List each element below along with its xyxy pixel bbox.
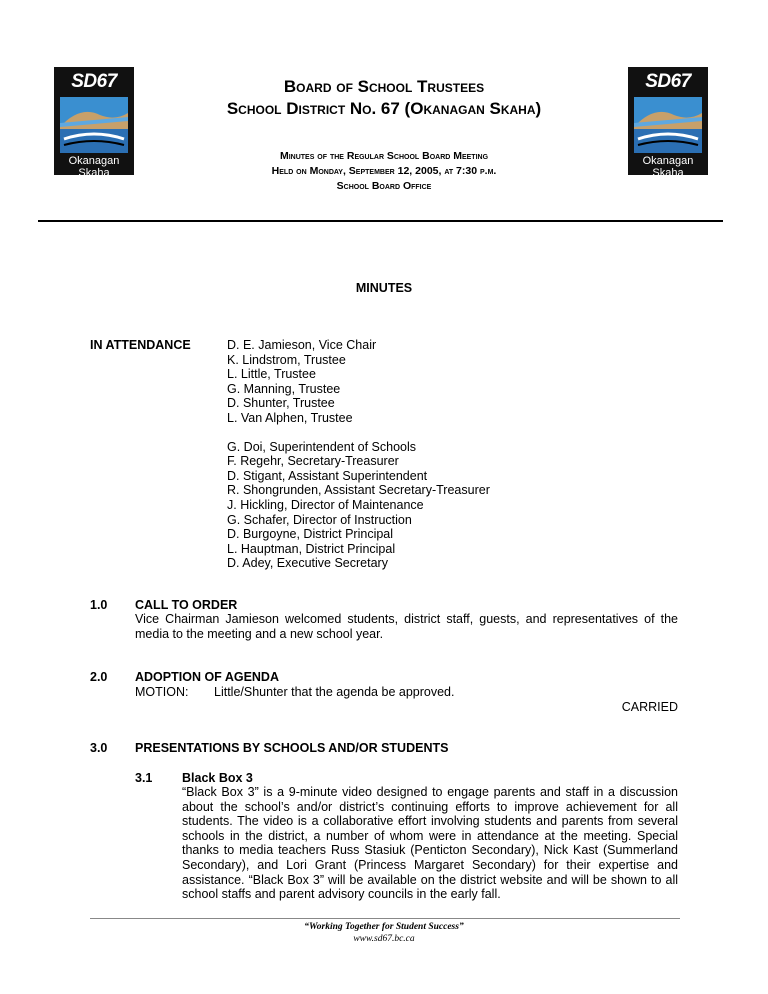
title-line-2: School District No. 67 (Okanagan Skaha) — [226, 99, 542, 118]
motion-text: Little/Shunter that the agenda be approved. — [214, 685, 455, 699]
logo-region: Okanagan Skaha — [642, 155, 694, 179]
attendee: G. Doi, Superintendent of Schools — [227, 439, 417, 454]
attendee: L. Little, Trustee — [227, 367, 316, 382]
footer-url: www.sd67.bc.ca — [353, 934, 415, 944]
motion-label: MOTION: — [135, 685, 189, 699]
attendee: D. E. Jamieson, Vice Chair — [227, 338, 377, 352]
header-divider — [38, 220, 723, 222]
motion-result: CARRIED — [621, 700, 678, 714]
minutes-heading: MINUTES — [355, 281, 413, 295]
attendee: G. Manning, Trustee — [227, 381, 341, 396]
subtitle-line-1: Minutes of the Regular School Board Meeting — [279, 150, 489, 162]
landscape-icon — [634, 97, 702, 153]
attendee: K. Lindstrom, Trustee — [227, 352, 346, 367]
subsection-body: “Black Box 3” is a 9-minute video designed to engage parents and staff in a discussion about the school’s and/or district’s continuing efforts to improve achievement for all students. The video is a collaborative effort involving students and parents from several schools in the district, a number of whom were in attendance at the meeting. Special thanks to media teachers Russ Stasiuk (Penticton Secondary), Nick Kast (Summerland Secondary), and Lori Grant (Princess Margaret Secondary) for their expertise and assistance. “Black Box 3” will be available on the district website and will be shown to all school staffs and parent advisory councils in the early fall. — [182, 785, 678, 902]
subtitle-line-2: Held on Monday, September 12, 2005, at 7:30 p.m. — [271, 165, 497, 177]
subsection-number: 3.1 — [135, 771, 153, 785]
document-title — [140, 76, 628, 120]
logo-region: Okanagan Skaha — [68, 155, 120, 179]
document-subtitle — [140, 149, 628, 194]
attendance-list — [227, 338, 490, 571]
section-title: ADOPTION OF AGENDA — [135, 670, 279, 684]
attendee: F. Regehr, Secretary-Treasurer — [227, 454, 399, 469]
logo-code: SD67 — [645, 71, 691, 92]
logo-code: SD67 — [71, 71, 117, 92]
section-number: 3.0 — [90, 741, 108, 755]
attendee: D. Shunter, Trustee — [227, 396, 335, 411]
subtitle-line-3: School Board Office — [336, 180, 432, 192]
section-title: PRESENTATIONS BY SCHOOLS AND/OR STUDENTS — [135, 741, 449, 755]
district-logo-left — [54, 67, 134, 179]
attendee: L. Van Alphen, Trustee — [227, 410, 353, 425]
section-number: 1.0 — [90, 598, 108, 612]
section-title: CALL TO ORDER — [135, 598, 238, 612]
district-logo-right — [628, 67, 708, 179]
footer-motto: “Working Together for Student Success” — [304, 922, 464, 932]
attendee: G. Schafer, Director of Instruction — [227, 512, 412, 527]
attendee: D. Stigant, Assistant Superintendent — [227, 468, 428, 483]
landscape-icon — [60, 97, 128, 153]
attendee: D. Burgoyne, District Principal — [227, 527, 394, 542]
section-body: Vice Chairman Jamieson welcomed students, district staff, guests, and representatives of the media to the meeting and a new school year. — [135, 612, 678, 641]
title-line-1: Board of School Trustees — [283, 77, 485, 96]
section-number: 2.0 — [90, 670, 108, 684]
subsection-title: Black Box 3 — [182, 771, 253, 785]
attendee: J. Hickling, Director of Maintenance — [227, 497, 424, 512]
attendee: L. Hauptman, District Principal — [227, 541, 396, 556]
footer-divider — [90, 918, 680, 919]
attendance-label: IN ATTENDANCE — [90, 338, 191, 352]
attendee: D. Adey, Executive Secretary — [227, 556, 388, 571]
attendee: R. Shongrunden, Assistant Secretary-Treasurer — [227, 483, 490, 498]
